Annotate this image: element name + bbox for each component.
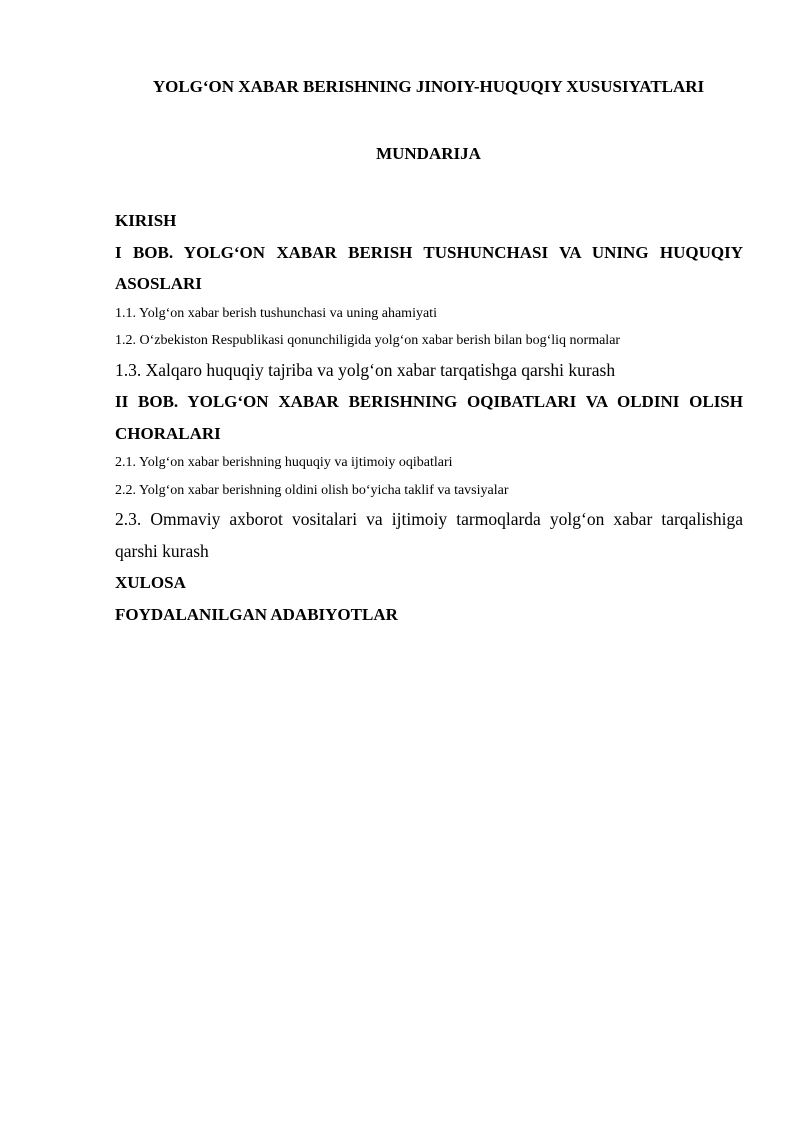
toc-item-chapter-2: II BOB. YOLG‘ON XABAR BERISHNING OQIBATLARI VA OLDINI OLISH CHORALARI bbox=[115, 392, 743, 443]
toc-item-section-1-3: 1.3. Xalqaro huquqiy tajriba va yolg‘on xabar tarqatishga qarshi kurash bbox=[115, 359, 616, 380]
toc-item-conclusion: XULOSA bbox=[115, 573, 186, 592]
toc-item-section-2-1: 2.1. Yolg‘on xabar berishning huquqiy va ijtimoiy oqibatlari bbox=[115, 455, 453, 470]
document-title: YOLG‘ON XABAR BERISHNING JINOIY-HUQUQIY XUSUSIYATLARI bbox=[152, 77, 705, 96]
toc-item-section-2-3: 2.3. Ommaviy axborot vositalari va ijtimoiy tarmoqlarda yolg‘on xabar tarqalishiga qarshi kurash bbox=[115, 509, 743, 561]
toc-item-section-1-1: 1.1. Yolg‘on xabar berish tushunchasi va uning ahamiyati bbox=[115, 305, 437, 321]
toc-item-section-1-2: 1.2. O‘zbekiston Respublikasi qonunchiligida yolg‘on xabar berish bilan bog‘liq normalar bbox=[115, 333, 621, 348]
toc-item-references: FOYDALANILGAN ADABIYOTLAR bbox=[115, 604, 398, 624]
table-of-contents bbox=[115, 205, 743, 630]
toc-item-introduction: KIRISH bbox=[115, 211, 177, 230]
toc-heading: MUNDARIJA bbox=[376, 144, 481, 163]
toc-item-section-2-2: 2.2. Yolg‘on xabar berishning oldini olish bo‘yicha taklif va tavsiyalar bbox=[115, 482, 509, 498]
toc-item-chapter-1: I BOB. YOLG‘ON XABAR BERISH TUSHUNCHASI VA UNING HUQUQIY ASOSLARI bbox=[115, 242, 743, 293]
